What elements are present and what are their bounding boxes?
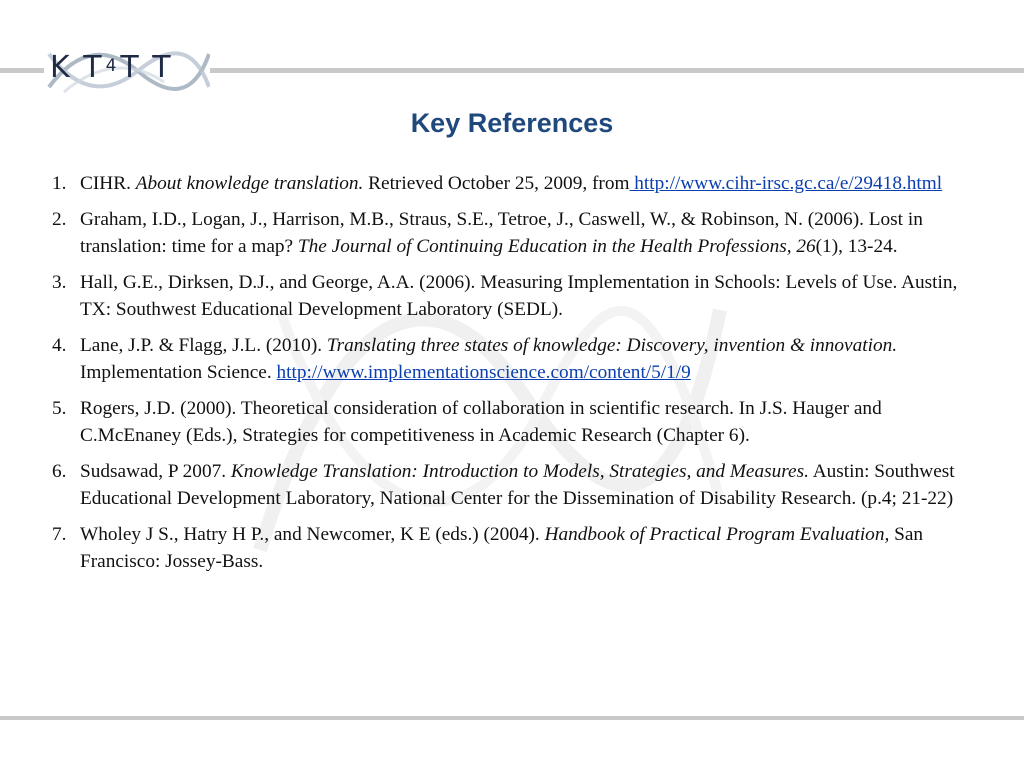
reference-title: Handbook of Practical Program Evaluation, <box>544 523 890 545</box>
reference-text: Retrieved October 25, 2009, from <box>368 173 630 194</box>
reference-item-4 <box>52 332 982 387</box>
reference-item-3 <box>52 269 982 324</box>
reference-tail: Austin: Southwest Educational Development Laboratory, National Center for the Dissemination of Disability Research. (p.4; 21-22) <box>80 460 955 509</box>
logo-lettering <box>50 50 208 85</box>
reference-title: Translating three states of knowledge: Discovery, invention & innovation. <box>326 334 898 356</box>
reference-text: Sudsawad, P 2007. <box>80 460 227 482</box>
reference-text: Lane, J.P. & Flagg, J.L. (2010). <box>80 334 323 356</box>
ktdrr-logo <box>44 42 210 100</box>
reference-journal: The Journal of Continuing Education in the Health Professions, 26 <box>297 236 816 257</box>
reference-tail: San Francisco: Jossey-Bass. <box>80 523 924 572</box>
reference-text: Hall, G.E., Dirksen, D.J., and George, A.A. (2006). Measuring Implementation in Schools: Levels of Use. Austin, TX: Southwest Educational Development Laboratory (SEDL). <box>80 271 958 320</box>
reference-tail: Implementation Science. <box>80 362 272 383</box>
reference-number: 4. <box>52 334 67 356</box>
reference-list <box>52 170 982 584</box>
reference-text: Graham, I.D., Logan, J., Harrison, M.B., Straus, S.E., Tetroe, J., Caswell, W., & Robinson, N. (2006). Lost in translation: time for a map? <box>80 208 923 257</box>
reference-number: 7. <box>52 523 67 545</box>
reference-number: 6. <box>52 460 67 482</box>
reference-number: 2. <box>52 208 67 230</box>
reference-author: CIHR. <box>80 173 131 194</box>
bottom-divider <box>0 716 1024 720</box>
reference-text: Wholey J S., Hatry H P., and Newcomer, K E (eds.) (2004). <box>80 523 540 545</box>
reference-item-1 <box>52 170 982 198</box>
reference-text: Rogers, J.D. (2000). Theoretical consideration of collaboration in scientific research. In J.S. Hauger and C.McEnaney (Eds.), Strategies for competitiveness in Academic Research (Chapter 6). <box>80 397 882 446</box>
reference-number: 3. <box>52 271 67 293</box>
reference-item-6 <box>52 458 982 513</box>
reference-title: About knowledge translation. <box>135 173 364 194</box>
page-title: Key References <box>410 108 614 138</box>
reference-item-2 <box>52 206 982 261</box>
reference-item-5 <box>52 395 982 450</box>
implementation-science-link[interactable]: http://www.implementationscience.com/content/5/1/9 <box>276 362 691 383</box>
reference-number: 1. <box>52 173 67 194</box>
logo-digit: 4 <box>105 56 119 76</box>
reference-tail: (1), 13-24. <box>815 236 898 257</box>
cihr-link[interactable]: http://www.cihr-irsc.gc.ca/e/29418.html <box>629 173 943 194</box>
logo-letters-tt: T T <box>120 50 173 85</box>
reference-number: 5. <box>52 397 67 419</box>
logo-letter-k: K <box>50 50 72 85</box>
reference-item-7 <box>52 521 982 576</box>
logo-letter-t: T <box>83 50 104 85</box>
reference-title: Knowledge Translation: Introduction to Models, Strategies, and Measures. <box>230 460 809 482</box>
